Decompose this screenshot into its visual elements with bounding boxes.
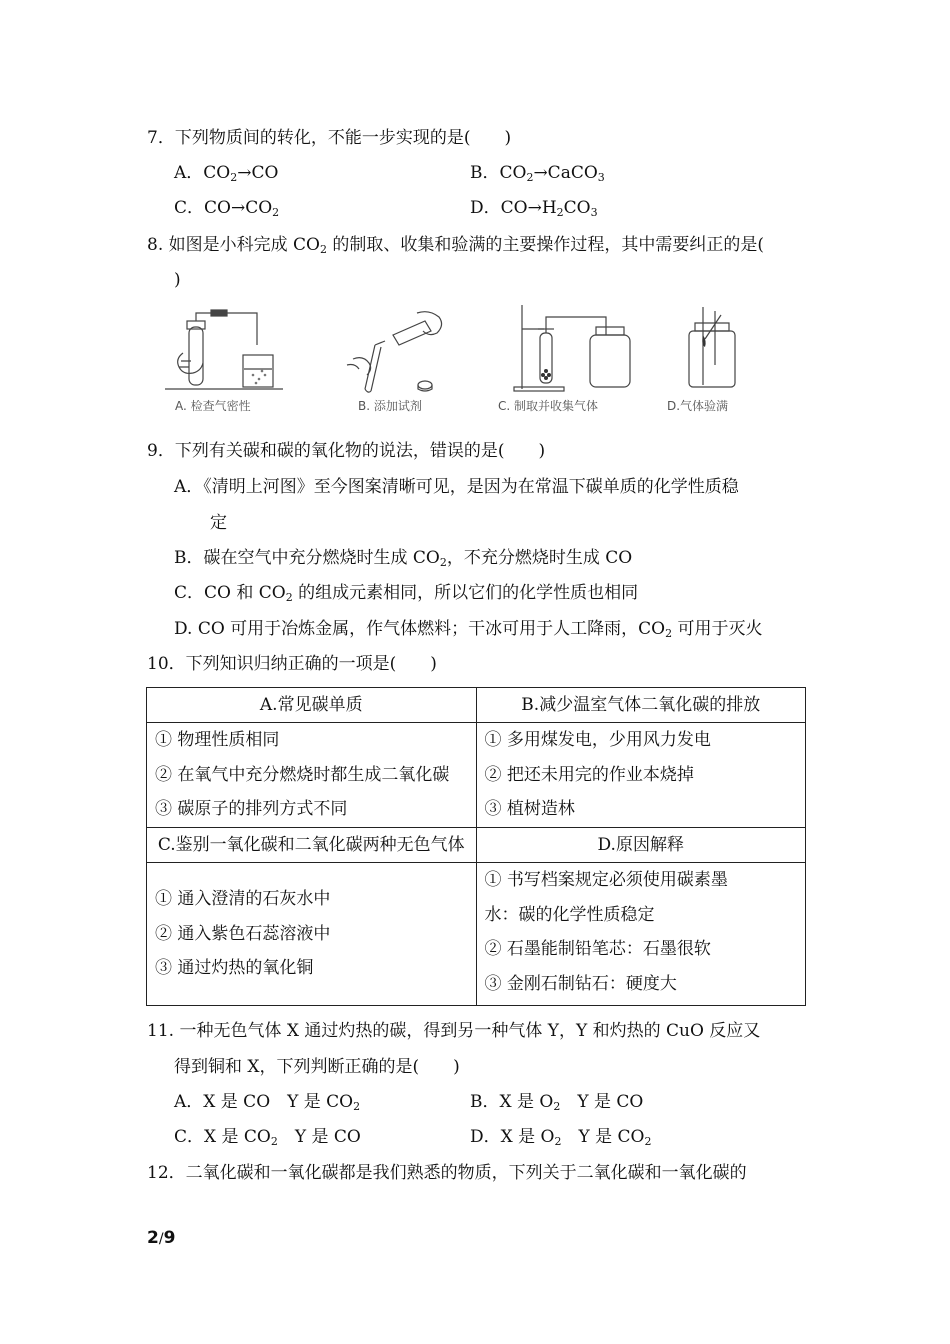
b-item-1: ① 多用煤发电，少用风力发电 [484,730,711,750]
table-head-a: A.常见碳单质 [147,688,477,723]
figure-gas-test-full [675,305,755,395]
d-item-2: ② 石墨能制铅笔芯：石墨很软 [484,939,711,959]
q9-option-b: B．碳在空气中充分燃烧时生成 $CO_2$，不充分燃烧时生成 CO [174,548,633,569]
q11-option-d: D．X 是 $O_2$ Y 是 $CO_2$ [470,1127,652,1148]
figure-check-airtightness [165,305,295,395]
q7-option-c: C．$CO\to CO_2$ [174,198,280,219]
q7-option-d: D．$CO\to H_2CO_3$ [470,198,598,219]
table-head-c: C.鉴别一氧化碳和二氧化碳两种无色气体 [147,828,477,863]
q11-stem: 11. 一种无色气体 X 通过灼热的碳，得到另一种气体 Y，Y 和灼热的 CuO 反应又 [147,1021,761,1041]
q9-option-c: C．CO 和 $CO_2$ 的组成元素相同，所以它们的化学性质也相同 [174,583,639,604]
table-head-d: D.原因解释 [476,828,806,863]
q9-option-d: D. CO 可用于冶炼金属，作气体燃料；干冰可用于人工降雨，$CO_2$ 可用于灭火 [174,619,763,640]
q7-option-b: B．$CO_2\to CaCO_3$ [470,163,605,184]
q9-option-a: A．《清明上河图》至今图案清晰可见，是因为在常温下碳单质的化学性质稳 [174,477,739,497]
q9-option-a-cont: 定 [210,513,227,533]
table-cell-d [476,863,806,1006]
table-cell-b [476,723,806,828]
figure-produce-and-collect [510,305,640,395]
q12-stem: 12．二氧化碳和一氧化碳都是我们熟悉的物质，下列关于二氧化碳和一氧化碳的 [147,1163,747,1183]
table-head-b: B.减少温室气体二氧化碳的排放 [476,688,806,723]
d-item-1-cont: 水：碳的化学性质稳定 [484,904,655,925]
q8-stem-line2: ) [174,270,181,290]
table-cell-a [147,723,477,828]
b-item-3: ③ 植树造林 [484,799,575,819]
q11-option-b: B．X 是 $O_2$ Y 是 CO [470,1092,644,1113]
c-item-1: ① 通入澄清的石灰水中 [155,889,331,910]
q11-stem-line2: 得到铜和 X，下列判断正确的是( ) [174,1057,460,1077]
knowledge-table [146,687,806,1006]
caption-c: C. 制取并收集气体 [498,399,599,413]
q7-stem: 7．下列物质间的转化，不能一步实现的是( ) [147,128,512,148]
b-item-2: ② 把还未用完的作业本烧掉 [484,764,694,785]
c-item-2: ② 通入紫色石蕊溶液中 [155,923,331,944]
d-item-1: ① 书写档案规定必须使用碳素墨 [484,870,728,890]
table-cell-c [147,863,477,1006]
q9-stem: 9．下列有关碳和碳的氧化物的说法，错误的是( ) [147,441,546,461]
caption-b: B. 添加试剂 [358,399,422,413]
q11-option-a: A．X 是 CO Y 是 $CO_2$ [174,1092,361,1113]
q7-option-a: A．$CO_2\to CO$ [174,163,279,184]
q8-stem: 8. 如图是小科完成 $CO_2$ 的制取、收集和验满的主要操作过程，其中需要纠正的是( [147,235,765,256]
q11-option-c: C．X 是 $CO_2$ Y 是 CO [174,1127,361,1148]
page-number: 2/9 [147,1228,176,1248]
a-item-1: ① 物理性质相同 [155,730,280,750]
d-item-3: ③ 金刚石制钻石：硬度大 [484,973,677,994]
q8-figures [165,305,805,417]
a-item-2: ② 在氧气中充分燃烧时都生成二氧化碳 [155,764,450,785]
a-item-3: ③ 碳原子的排列方式不同 [155,799,348,819]
caption-d: D.气体验满 [667,399,729,413]
q10-stem: 10．下列知识归纳正确的一项是( ) [147,654,437,674]
c-item-3: ③ 通过灼热的氧化铜 [155,958,314,979]
figure-add-reagent [345,305,455,395]
caption-a: A. 检查气密性 [175,399,251,413]
